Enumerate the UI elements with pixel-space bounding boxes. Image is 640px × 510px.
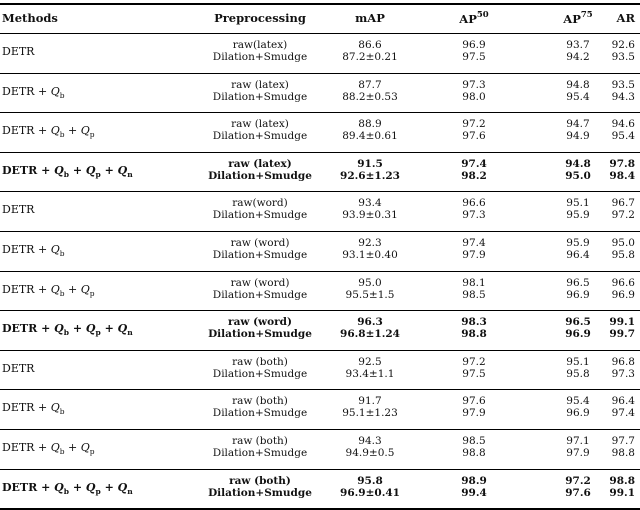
ar-value: 97.8 [609,157,635,170]
map-value: 89.4±0.61 [342,130,398,143]
ap75-value: 95.4 [566,90,590,103]
preprocessing-value: Dilation+Smudge [212,90,308,103]
ap75-value: 95.8 [566,367,590,380]
ap75-value: 94.8 [565,157,591,170]
ar-value: 96.6 [611,276,635,289]
header-ar: AR [616,11,635,25]
map-value: 94.3 [358,435,382,447]
map-value: 95.0 [358,276,382,289]
method-cell: DETR + $Q_b$ [2,84,65,100]
ar-value: 97.3 [611,367,635,380]
preprocessing-value: raw(latex) [232,39,288,51]
table-row [0,470,640,509]
ar-value: 95.0 [611,237,635,249]
map-value: 92.5 [358,355,382,368]
method-cell: DETR + $Q_b$ [2,401,65,417]
map-value: 87.7 [358,78,382,91]
ap50-value: 96.6 [462,197,486,210]
table-row [0,153,640,192]
ar-value: 98.8 [611,447,635,459]
map-value: 93.4 [358,197,382,210]
ap75-value: 97.1 [566,435,590,447]
ap50-value: 97.6 [462,395,486,408]
preprocessing-value: Dilation+Smudge [208,328,312,341]
ar-value: 99.1 [609,316,635,329]
ap75-value: 95.9 [566,209,590,222]
map-value: 87.2±0.21 [342,51,398,63]
preprocessing-value: Dilation+Smudge [212,51,308,63]
table-row [0,232,640,271]
ar-value: 92.6 [611,39,635,51]
header-ap75: AP$^{75}$ [563,10,593,26]
ap50-value: 98.1 [462,276,486,289]
preprocessing-value: raw (word) [230,237,290,249]
method-cell: DETR + $Q_b + Q_p$ [2,282,95,298]
map-value: 91.7 [358,395,382,408]
ar-value: 96.4 [611,395,635,408]
ar-value: 94.6 [611,118,635,131]
map-value: 94.9±0.5 [345,447,395,459]
map-value: 91.5 [357,157,383,170]
ar-value: 93.5 [611,51,635,63]
ap50-value: 97.5 [462,367,486,380]
method-cell: DETR + $Q_b + Q_p + Q_n$ [2,322,133,338]
ap75-value: 94.9 [566,130,590,143]
ap75-value: 96.4 [566,249,590,261]
header-methods: Methods [2,11,58,25]
ar-value: 95.8 [611,249,635,261]
table-row [0,34,640,73]
header-ap50: AP$^{50}$ [459,10,489,26]
ap50-value: 97.5 [462,51,486,63]
ar-value: 98.4 [609,169,635,182]
ap50-value: 98.0 [462,90,486,103]
method-cell: DETR + $Q_b + Q_p + Q_n$ [2,163,133,179]
preprocessing-value: Dilation+Smudge [212,447,308,459]
preprocessing-value: Dilation+Smudge [208,486,312,499]
ap50-value: 97.4 [462,237,486,249]
preprocessing-value: raw (word) [230,276,290,289]
preprocessing-value: raw (latex) [231,118,289,131]
map-value: 93.4±1.1 [345,367,395,380]
ap75-value: 96.9 [565,328,591,341]
ap75-value: 97.9 [566,447,590,459]
ap75-value: 94.7 [566,118,590,131]
map-value: 88.2±0.53 [342,90,398,103]
table-row [0,311,640,350]
preprocessing-value: raw (both) [229,474,291,487]
map-value: 95.1±1.23 [342,407,398,420]
ap75-value: 95.1 [566,355,590,368]
ap75-value: 96.5 [566,276,590,289]
map-value: 96.9±0.41 [340,486,400,499]
ar-value: 97.4 [611,407,635,420]
ap50-value: 97.4 [461,157,487,170]
ap50-value: 97.6 [462,130,486,143]
preprocessing-value: Dilation+Smudge [212,288,308,301]
ap50-value: 97.9 [462,249,486,261]
ap50-value: 98.5 [462,288,486,301]
preprocessing-value: Dilation+Smudge [212,407,308,420]
method-cell: DETR [2,361,35,375]
preprocessing-value: raw (both) [232,395,288,408]
ar-value: 96.9 [611,288,635,301]
map-value: 93.1±0.40 [342,249,398,261]
ap50-value: 98.3 [461,316,487,329]
method-cell: DETR [2,45,35,58]
ap50-value: 97.2 [462,118,486,131]
ar-value: 95.4 [611,130,635,143]
top-rule [0,3,640,5]
table-row [0,113,640,152]
ar-value: 97.7 [611,435,635,447]
ap50-value: 97.3 [462,78,486,91]
map-value: 86.6 [358,39,382,51]
ap75-value: 95.4 [566,395,590,408]
preprocessing-value: Dilation+Smudge [212,249,308,261]
ap75-value: 95.0 [565,169,591,182]
preprocessing-value: raw (both) [232,355,288,368]
ar-value: 99.1 [609,486,635,499]
map-value: 92.6±1.23 [340,169,400,182]
preprocessing-value: Dilation+Smudge [212,130,308,143]
ap75-value: 96.9 [566,407,590,420]
header-map: mAP [355,11,385,25]
table-row [0,74,640,113]
table-row [0,430,640,469]
ap50-value: 97.3 [462,209,486,222]
map-value: 95.8 [357,474,383,487]
ap50-value: 97.9 [462,407,486,420]
preprocessing-value: raw (latex) [231,78,289,91]
map-value: 93.9±0.31 [342,209,398,222]
preprocessing-value: Dilation+Smudge [212,209,308,222]
map-value: 88.9 [358,118,382,131]
map-value: 92.3 [358,237,382,249]
method-cell: DETR + $Q_b + Q_p + Q_n$ [2,480,133,496]
ar-value: 98.8 [609,474,635,487]
method-cell: DETR + $Q_b$ [2,243,65,259]
ar-value: 97.2 [611,209,635,222]
ap75-value: 95.1 [566,197,590,210]
map-value: 96.3 [357,316,383,329]
preprocessing-value: raw (word) [228,316,292,329]
ap50-value: 97.2 [462,355,486,368]
method-cell: DETR [2,203,35,217]
ar-value: 96.8 [611,355,635,368]
ap75-value: 97.2 [565,474,591,487]
map-value: 95.5±1.5 [345,288,395,301]
ar-value: 93.5 [611,78,635,91]
preprocessing-value: raw(word) [232,197,288,210]
table-row [0,192,640,231]
table-row [0,351,640,390]
ar-value: 96.7 [611,197,635,210]
table-row [0,272,640,311]
ap50-value: 98.5 [462,435,486,447]
ap75-value: 95.9 [566,237,590,249]
table-row [0,390,640,429]
header-preprocessing: Preprocessing [214,11,306,25]
method-cell: DETR + $Q_b + Q_p$ [2,441,95,457]
ar-value: 99.7 [609,328,635,341]
ap50-value: 98.8 [461,328,487,341]
method-cell: DETR + $Q_b + Q_p$ [2,124,95,140]
ap75-value: 94.2 [566,51,590,63]
map-value: 96.8±1.24 [340,328,400,341]
ap75-value: 96.5 [565,316,591,329]
ar-value: 94.3 [611,90,635,103]
ap75-value: 96.9 [566,288,590,301]
ap50-value: 98.2 [461,169,487,182]
ap75-value: 94.8 [566,78,590,91]
ap50-value: 98.9 [461,474,487,487]
ap75-value: 93.7 [566,39,590,51]
ap50-value: 98.8 [462,447,486,459]
preprocessing-value: Dilation+Smudge [212,367,308,380]
ap50-value: 96.9 [462,39,486,51]
preprocessing-value: raw (latex) [228,157,292,170]
ap50-value: 99.4 [461,486,487,499]
preprocessing-value: raw (both) [232,435,288,447]
ap75-value: 97.6 [565,486,591,499]
preprocessing-value: Dilation+Smudge [208,169,312,182]
